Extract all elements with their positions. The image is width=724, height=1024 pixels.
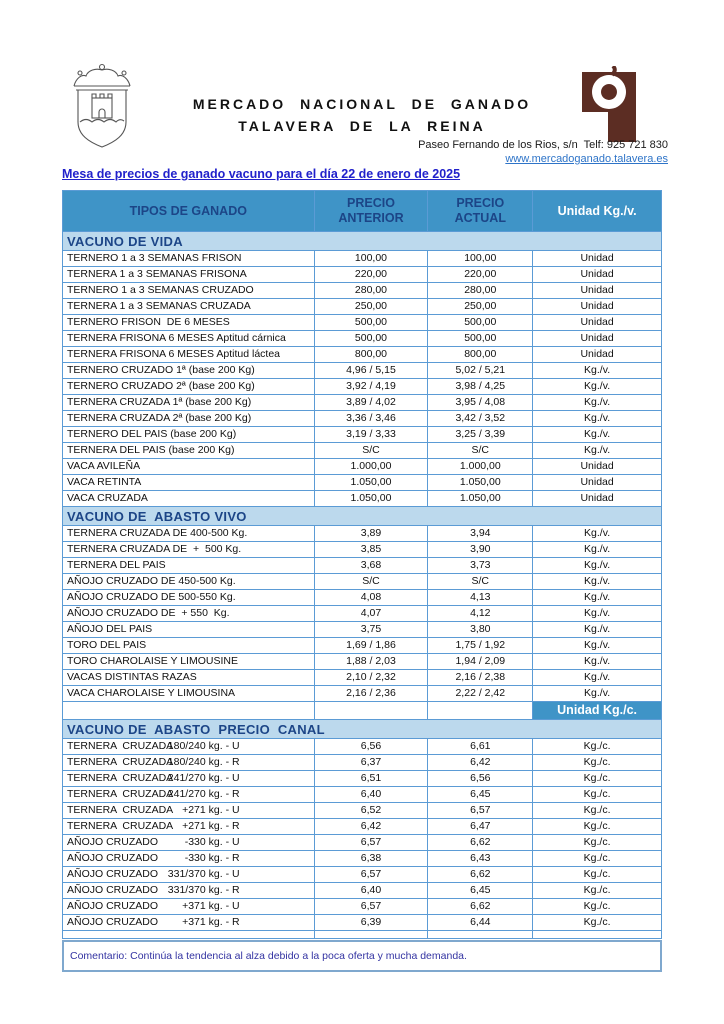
cell-tipo-de-ganado: AÑOJO CRUZADO DE 450-500 Kg. [63, 574, 315, 590]
cell-unidad: Kg./v. [533, 574, 662, 590]
cell-unidad: Kg./v. [533, 558, 662, 574]
cell-precio-anterior: 1.050,00 [314, 491, 428, 507]
table-row [63, 622, 662, 638]
table-row [63, 379, 662, 395]
table-row [63, 915, 662, 931]
cell-precio-actual: 2,22 / 2,42 [428, 686, 533, 702]
table-row [63, 558, 662, 574]
table-row [63, 739, 662, 755]
cell-precio-anterior: 6,40 [314, 787, 428, 803]
animal-name: AÑOJO CRUZADO [67, 868, 159, 880]
column-header-precio-anterior: PRECIO ANTERIOR [314, 191, 428, 232]
cell-unidad: Kg./c. [533, 851, 662, 867]
cell-tipo-de-ganado [63, 819, 315, 835]
cell-precio-anterior: 6,57 [314, 899, 428, 915]
cell-precio-actual: S/C [428, 443, 533, 459]
cell-precio-actual: 6,62 [428, 835, 533, 851]
cell-tipo-de-ganado: TERNERA CRUZADA 1ª (base 200 Kg) [63, 395, 315, 411]
cell-tipo-de-ganado: VACA CHAROLAISE Y LIMOUSINA [63, 686, 315, 702]
cell-precio-anterior: 800,00 [314, 347, 428, 363]
cell-precio-actual: 3,80 [428, 622, 533, 638]
cell-unidad: Kg./v. [533, 427, 662, 443]
cell-precio-anterior: 6,52 [314, 803, 428, 819]
cell-precio-anterior: S/C [314, 574, 428, 590]
empty-cell [314, 931, 428, 939]
unit-change-row [63, 702, 662, 720]
weight-grade-spec: 331/370 kg. - U [167, 868, 240, 880]
table-row [63, 395, 662, 411]
cell-tipo-de-ganado [63, 915, 315, 931]
cell-precio-actual: 6,43 [428, 851, 533, 867]
cell-precio-anterior: S/C [314, 443, 428, 459]
table-row [63, 475, 662, 491]
cell-tipo-de-ganado: TORO DEL PAIS [63, 638, 315, 654]
cell-tipo-de-ganado: TERNERA 1 a 3 SEMANAS FRISONA [63, 267, 315, 283]
cell-unidad: Kg./v. [533, 654, 662, 670]
cell-precio-actual: 280,00 [428, 283, 533, 299]
cell-precio-actual: 3,94 [428, 526, 533, 542]
cell-precio-actual: 6,56 [428, 771, 533, 787]
cell-precio-anterior: 100,00 [314, 251, 428, 267]
empty-cell [314, 702, 428, 720]
cell-precio-actual: 4,12 [428, 606, 533, 622]
animal-name: TERNERA CRUZADA [67, 740, 174, 752]
cell-tipo-de-ganado: AÑOJO CRUZADO DE + 550 Kg. [63, 606, 315, 622]
cell-tipo-de-ganado: TERNERA CRUZADA DE 400-500 Kg. [63, 526, 315, 542]
org-title-block [162, 96, 562, 134]
animal-name: AÑOJO CRUZADO [67, 836, 159, 848]
column-header-tipos-de-ganado: TIPOS DE GANADO [63, 191, 315, 232]
table-row [63, 819, 662, 835]
cell-tipo-de-ganado: TERNERO CRUZADO 2ª (base 200 Kg) [63, 379, 315, 395]
cell-unidad: Unidad [533, 315, 662, 331]
section-title: VACUNO DE ABASTO VIVO [63, 507, 662, 526]
cell-precio-anterior: 250,00 [314, 299, 428, 315]
table-row [63, 851, 662, 867]
weight-grade-spec: -330 kg. - U [184, 836, 240, 848]
empty-cell [428, 702, 533, 720]
cell-precio-actual: 6,45 [428, 787, 533, 803]
cell-tipo-de-ganado [63, 899, 315, 915]
animal-name: TERNERA CRUZADA [67, 804, 174, 816]
section-header-row [63, 507, 662, 526]
weight-grade-spec: 180/240 kg. - U [167, 740, 240, 752]
cell-precio-actual: 1.000,00 [428, 459, 533, 475]
cell-tipo-de-ganado [63, 755, 315, 771]
table-row [63, 427, 662, 443]
table-row [63, 590, 662, 606]
cell-unidad: Unidad [533, 347, 662, 363]
cell-tipo-de-ganado [63, 867, 315, 883]
table-row [63, 283, 662, 299]
cell-tipo-de-ganado [63, 835, 315, 851]
table-row [63, 883, 662, 899]
cell-precio-anterior: 220,00 [314, 267, 428, 283]
weight-grade-spec: +271 kg. - R [182, 820, 240, 832]
animal-name: TERNERA CRUZADA [67, 820, 174, 832]
cell-precio-anterior: 1,69 / 1,86 [314, 638, 428, 654]
cell-precio-actual: 250,00 [428, 299, 533, 315]
price-table-body [63, 232, 662, 939]
cell-tipo-de-ganado: TERNERO FRISON DE 6 MESES [63, 315, 315, 331]
cell-precio-actual: 6,44 [428, 915, 533, 931]
cell-precio-anterior: 6,40 [314, 883, 428, 899]
cell-unidad: Kg./v. [533, 670, 662, 686]
cell-unidad: Unidad [533, 251, 662, 267]
cell-unidad: Kg./c. [533, 755, 662, 771]
cell-precio-actual: 6,62 [428, 867, 533, 883]
cell-unidad: Kg./v. [533, 606, 662, 622]
cell-tipo-de-ganado: VACA AVILEÑA [63, 459, 315, 475]
table-row [63, 363, 662, 379]
table-row [63, 443, 662, 459]
cell-unidad: Kg./c. [533, 867, 662, 883]
table-row [63, 867, 662, 883]
cell-precio-anterior: 6,38 [314, 851, 428, 867]
cell-unidad: Kg./c. [533, 803, 662, 819]
page-title: Mesa de precios de ganado vacuno para el día 22 de enero de 2025 [62, 167, 461, 181]
cell-precio-anterior: 500,00 [314, 315, 428, 331]
empty-cell [533, 931, 662, 939]
weight-grade-spec: +371 kg. - R [182, 916, 240, 928]
cell-tipo-de-ganado: AÑOJO CRUZADO DE 500-550 Kg. [63, 590, 315, 606]
weight-grade-spec: -330 kg. - R [184, 852, 240, 864]
cell-unidad: Kg./c. [533, 883, 662, 899]
cell-precio-anterior: 1,88 / 2,03 [314, 654, 428, 670]
cell-unidad: Kg./v. [533, 686, 662, 702]
animal-name: TERNERA CRUZADA [67, 772, 174, 784]
cell-precio-anterior: 6,39 [314, 915, 428, 931]
cell-tipo-de-ganado: TERNERO 1 a 3 SEMANAS CRUZADO [63, 283, 315, 299]
cell-unidad: Kg./v. [533, 590, 662, 606]
table-row [63, 606, 662, 622]
cell-tipo-de-ganado: VACA CRUZADA [63, 491, 315, 507]
animal-name: AÑOJO CRUZADO [67, 852, 159, 864]
cell-precio-actual: 6,42 [428, 755, 533, 771]
cell-precio-actual: 6,62 [428, 899, 533, 915]
cell-precio-anterior: 6,42 [314, 819, 428, 835]
cell-precio-actual: 3,42 / 3,52 [428, 411, 533, 427]
cell-precio-anterior: 500,00 [314, 331, 428, 347]
cell-precio-actual: 1,75 / 1,92 [428, 638, 533, 654]
cell-unidad: Kg./v. [533, 379, 662, 395]
weight-grade-spec: 241/270 kg. - U [167, 772, 240, 784]
table-row [63, 459, 662, 475]
cell-tipo-de-ganado: TERNERA 1 a 3 SEMANAS CRUZADA [63, 299, 315, 315]
cell-tipo-de-ganado: TERNERO DEL PAIS (base 200 Kg) [63, 427, 315, 443]
table-row [63, 899, 662, 915]
cell-precio-actual: 220,00 [428, 267, 533, 283]
cell-tipo-de-ganado: TERNERO CRUZADO 1ª (base 200 Kg) [63, 363, 315, 379]
cell-unidad: Unidad [533, 331, 662, 347]
cell-precio-anterior: 280,00 [314, 283, 428, 299]
table-row [63, 755, 662, 771]
comment-box [62, 940, 662, 972]
cell-tipo-de-ganado: TERNERA CRUZADA DE + 500 Kg. [63, 542, 315, 558]
cell-tipo-de-ganado [63, 739, 315, 755]
table-row [63, 835, 662, 851]
cell-tipo-de-ganado [63, 787, 315, 803]
table-row [63, 331, 662, 347]
cell-precio-actual: 1.050,00 [428, 491, 533, 507]
table-row [63, 574, 662, 590]
table-row [63, 654, 662, 670]
cell-unidad: Unidad [533, 459, 662, 475]
cell-unidad: Kg./v. [533, 638, 662, 654]
cell-tipo-de-ganado: TERNERA DEL PAIS (base 200 Kg) [63, 443, 315, 459]
cell-precio-anterior: 6,56 [314, 739, 428, 755]
cell-tipo-de-ganado [63, 771, 315, 787]
cell-unidad: Kg./c. [533, 819, 662, 835]
website-link[interactable]: www.mercadoganado.talavera.es [505, 153, 668, 165]
cell-tipo-de-ganado: AÑOJO DEL PAIS [63, 622, 315, 638]
cell-precio-actual: 3,98 / 4,25 [428, 379, 533, 395]
cell-tipo-de-ganado: TERNERA FRISONA 6 MESES Aptitud cárnica [63, 331, 315, 347]
table-row [63, 411, 662, 427]
cell-precio-actual: 3,95 / 4,08 [428, 395, 533, 411]
weight-grade-spec: 180/240 kg. - R [167, 756, 240, 768]
org-name-line1: MERCADO NACIONAL DE GANADO [192, 96, 532, 112]
empty-cell [428, 931, 533, 939]
comment-text: Comentario: Continúa la tendencia al alza debido a la poca oferta y mucha demanda. [70, 950, 467, 962]
cell-tipo-de-ganado: TERNERA FRISONA 6 MESES Aptitud láctea [63, 347, 315, 363]
table-row [63, 670, 662, 686]
cell-unidad: Kg./c. [533, 771, 662, 787]
cell-tipo-de-ganado: TERNERA CRUZADA 2ª (base 200 Kg) [63, 411, 315, 427]
cell-tipo-de-ganado: TORO CHAROLAISE Y LIMOUSINE [63, 654, 315, 670]
cell-precio-anterior: 4,07 [314, 606, 428, 622]
cell-precio-actual: 1.050,00 [428, 475, 533, 491]
weight-grade-spec: +371 kg. - U [182, 900, 240, 912]
table-row [63, 803, 662, 819]
cell-precio-actual: 3,25 / 3,39 [428, 427, 533, 443]
cell-precio-actual: 500,00 [428, 315, 533, 331]
cell-precio-anterior: 3,75 [314, 622, 428, 638]
animal-name: AÑOJO CRUZADO [67, 900, 159, 912]
table-row [63, 638, 662, 654]
cell-precio-actual: 3,90 [428, 542, 533, 558]
section-header-row [63, 720, 662, 739]
cell-precio-anterior: 3,68 [314, 558, 428, 574]
cell-unidad: Kg./v. [533, 411, 662, 427]
cell-precio-actual: 5,02 / 5,21 [428, 363, 533, 379]
column-header-precio-actual: PRECIO ACTUAL [428, 191, 533, 232]
cell-precio-anterior: 2,10 / 2,32 [314, 670, 428, 686]
weight-grade-spec: 241/270 kg. - R [167, 788, 240, 800]
cell-precio-anterior: 2,16 / 2,36 [314, 686, 428, 702]
column-header-unidad: Unidad Kg./v. [533, 191, 662, 232]
cell-precio-actual: 500,00 [428, 331, 533, 347]
cell-precio-anterior: 3,92 / 4,19 [314, 379, 428, 395]
org-name-line2: TALAVERA DE LA REINA [238, 118, 486, 134]
empty-cell [63, 931, 315, 939]
cell-unidad: Unidad [533, 475, 662, 491]
cell-unidad: Unidad [533, 491, 662, 507]
table-row [63, 491, 662, 507]
cell-precio-anterior: 6,57 [314, 835, 428, 851]
cell-precio-actual: 6,47 [428, 819, 533, 835]
cell-precio-actual: 3,73 [428, 558, 533, 574]
cell-precio-anterior: 1.000,00 [314, 459, 428, 475]
animal-name: TERNERA CRUZADA [67, 756, 174, 768]
cell-unidad: Kg./v. [533, 526, 662, 542]
section-title: VACUNO DE VIDA [63, 232, 662, 251]
table-row [63, 315, 662, 331]
cell-precio-anterior: 3,89 [314, 526, 428, 542]
cell-unidad: Unidad [533, 267, 662, 283]
animal-name: TERNERA CRUZADA [67, 788, 174, 800]
cell-tipo-de-ganado: TERNERO 1 a 3 SEMANAS FRISON [63, 251, 315, 267]
cell-precio-actual: 4,13 [428, 590, 533, 606]
cell-unidad: Kg./v. [533, 443, 662, 459]
cell-precio-actual: 2,16 / 2,38 [428, 670, 533, 686]
cell-precio-anterior: 4,96 / 5,15 [314, 363, 428, 379]
cell-unidad: Kg./c. [533, 835, 662, 851]
cell-precio-anterior: 3,19 / 3,33 [314, 427, 428, 443]
table-row [63, 771, 662, 787]
talavera-coat-of-arms-icon [58, 60, 146, 153]
cell-unidad: Kg./c. [533, 915, 662, 931]
cell-unidad: Unidad [533, 283, 662, 299]
cell-precio-actual: 6,57 [428, 803, 533, 819]
table-bottom-spacer-row [63, 931, 662, 939]
cell-precio-anterior: 1.050,00 [314, 475, 428, 491]
unit-change-label: Unidad Kg./c. [533, 702, 662, 720]
cell-tipo-de-ganado: VACAS DISTINTAS RAZAS [63, 670, 315, 686]
cell-precio-anterior: 6,51 [314, 771, 428, 787]
cell-unidad: Kg./v. [533, 542, 662, 558]
section-header-row [63, 232, 662, 251]
table-row [63, 347, 662, 363]
empty-cell [63, 702, 315, 720]
cell-tipo-de-ganado [63, 803, 315, 819]
cell-unidad: Kg./v. [533, 363, 662, 379]
price-table [62, 190, 662, 939]
cell-precio-actual: 6,45 [428, 883, 533, 899]
cell-tipo-de-ganado: TERNERA DEL PAIS [63, 558, 315, 574]
address-line: Paseo Fernando de los Rios, s/n Telf: 925 721 830 [418, 139, 668, 151]
cell-tipo-de-ganado: VACA RETINTA [63, 475, 315, 491]
cell-precio-anterior: 6,37 [314, 755, 428, 771]
cell-precio-anterior: 3,36 / 3,46 [314, 411, 428, 427]
table-row [63, 299, 662, 315]
cell-unidad: Kg./v. [533, 395, 662, 411]
cell-precio-actual: 1,94 / 2,09 [428, 654, 533, 670]
cell-precio-anterior: 4,08 [314, 590, 428, 606]
table-row [63, 251, 662, 267]
cell-unidad: Kg./c. [533, 787, 662, 803]
cell-precio-actual: 6,61 [428, 739, 533, 755]
table-row [63, 267, 662, 283]
cell-unidad: Kg./c. [533, 899, 662, 915]
cell-precio-anterior: 3,85 [314, 542, 428, 558]
table-row [63, 686, 662, 702]
animal-name: AÑOJO CRUZADO [67, 884, 159, 896]
cell-precio-actual: S/C [428, 574, 533, 590]
cell-tipo-de-ganado [63, 851, 315, 867]
weight-grade-spec: +271 kg. - U [182, 804, 240, 816]
cell-unidad: Unidad [533, 299, 662, 315]
cell-precio-actual: 800,00 [428, 347, 533, 363]
table-header-row [63, 191, 662, 232]
cell-unidad: Kg./v. [533, 622, 662, 638]
weight-grade-spec: 331/370 kg. - R [167, 884, 240, 896]
cell-precio-anterior: 6,57 [314, 867, 428, 883]
mercado-ganado-brand-icon [580, 66, 640, 147]
section-title: VACUNO DE ABASTO PRECIO CANAL [63, 720, 662, 739]
cell-unidad: Kg./c. [533, 739, 662, 755]
cell-precio-actual: 100,00 [428, 251, 533, 267]
table-row [63, 542, 662, 558]
cell-precio-anterior: 3,89 / 4,02 [314, 395, 428, 411]
animal-name: AÑOJO CRUZADO [67, 916, 159, 928]
table-row [63, 787, 662, 803]
cell-tipo-de-ganado [63, 883, 315, 899]
table-row [63, 526, 662, 542]
